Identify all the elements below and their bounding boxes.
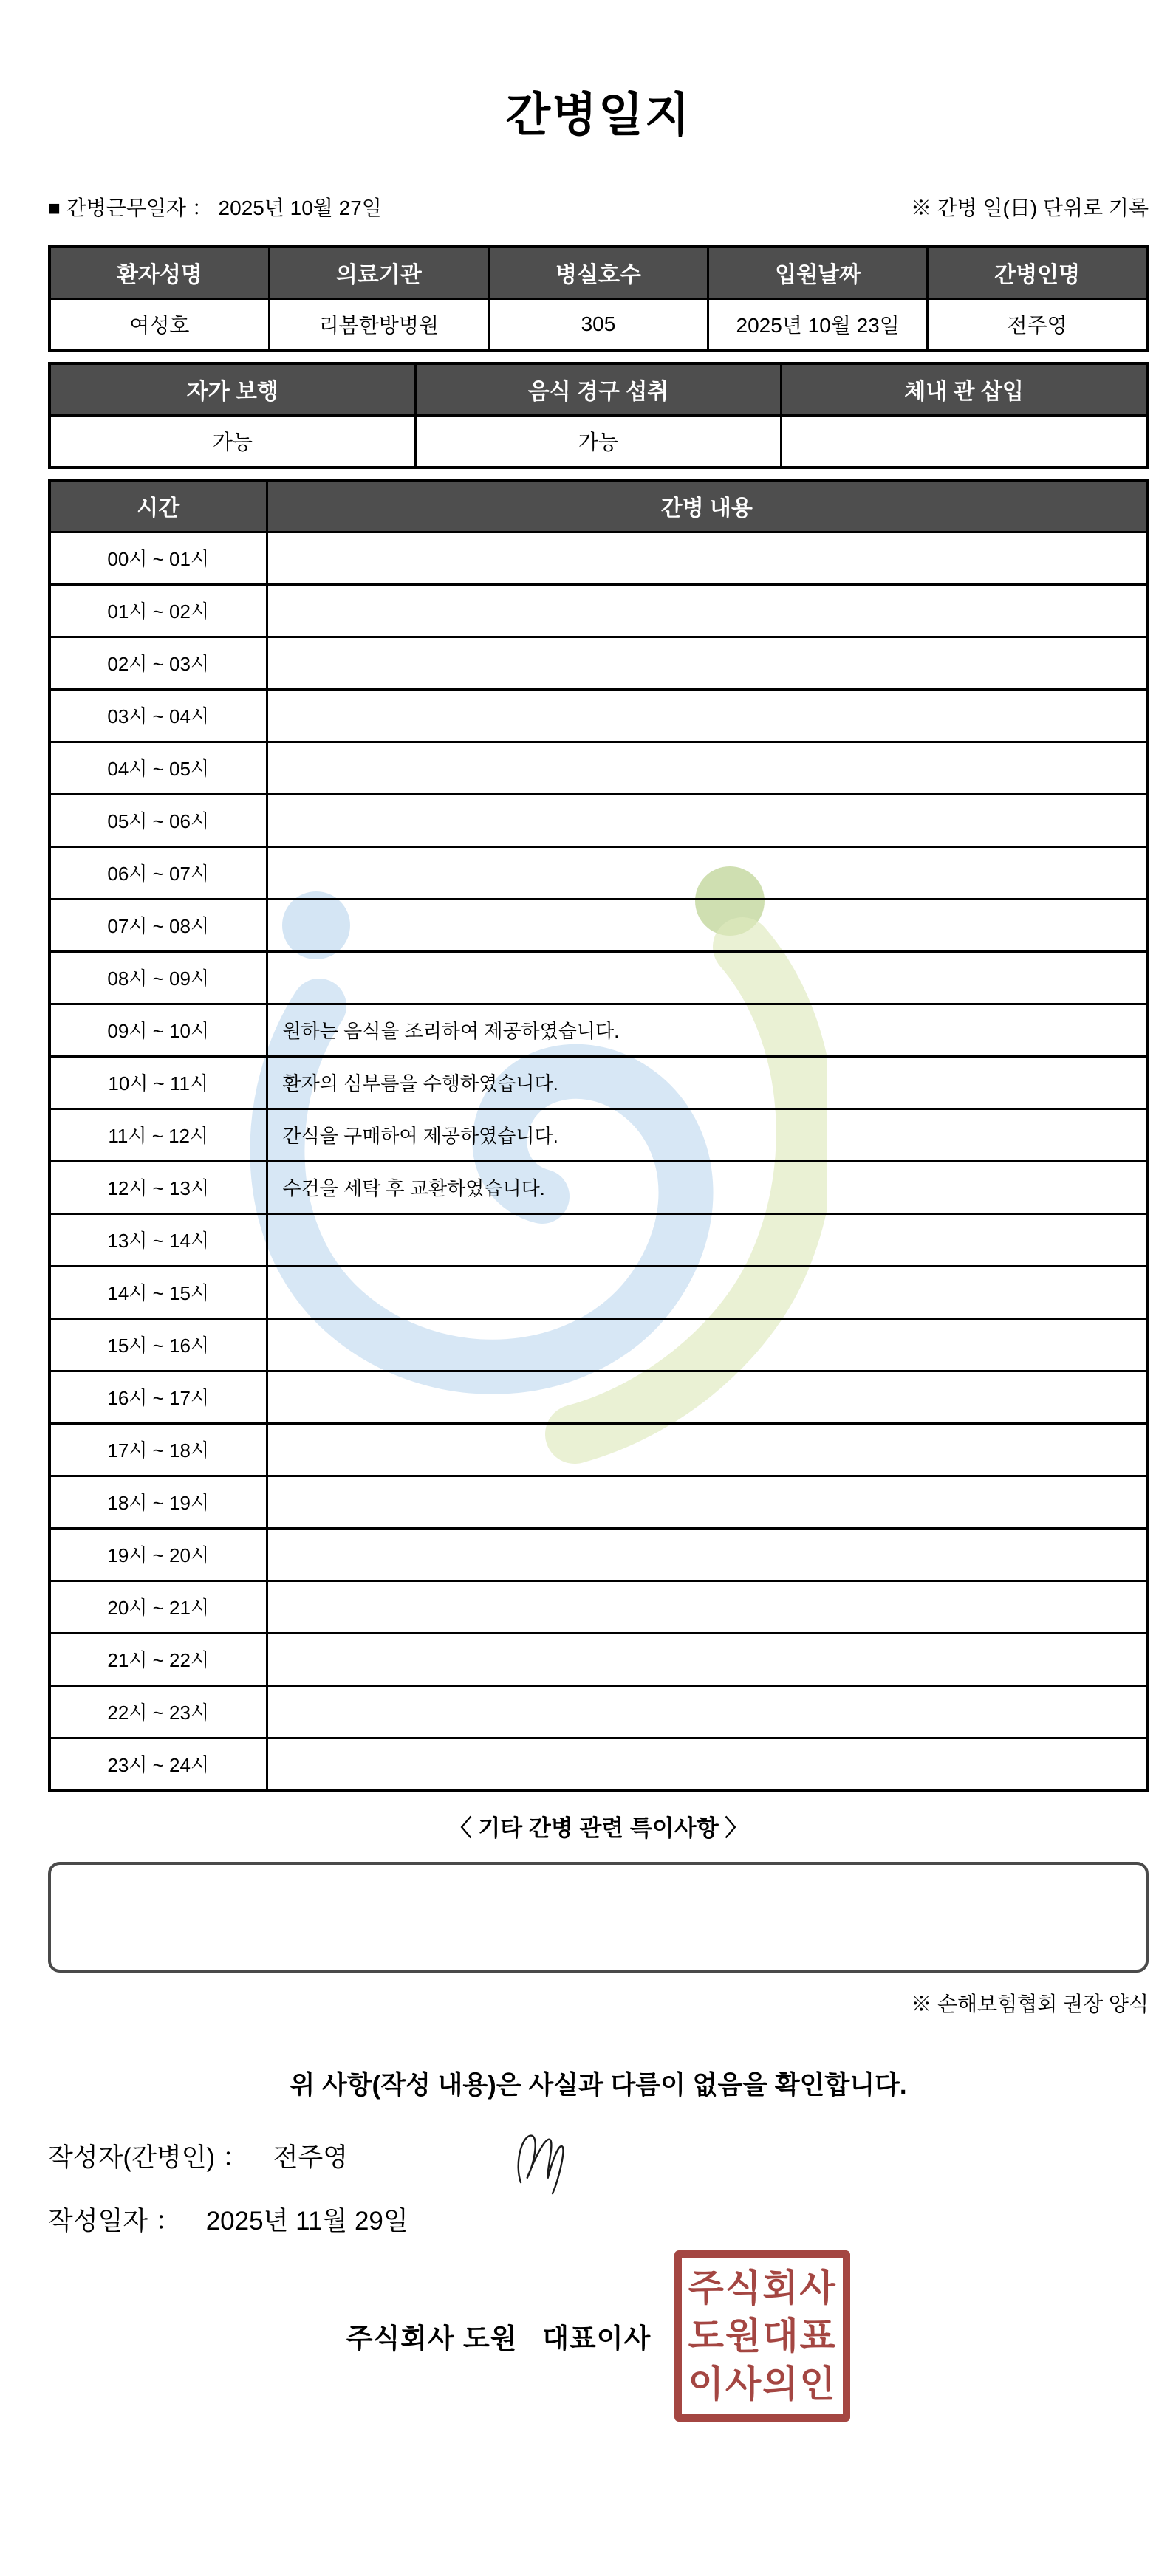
care-log-time-cell: 14시 ~ 15시 <box>49 1266 267 1318</box>
care-log-time-cell: 21시 ~ 22시 <box>49 1633 267 1685</box>
care-log-time-cell: 22시 ~ 23시 <box>49 1685 267 1738</box>
care-log-row <box>49 1371 1147 1423</box>
seal-row-1: 주식회사 <box>688 2267 837 2309</box>
work-date-value: 2025년 10월 27일 <box>218 196 382 219</box>
care-log-row <box>49 532 1147 584</box>
care-log-row <box>49 584 1147 637</box>
care-log-content-cell <box>267 1318 1147 1371</box>
care-log-content-cell <box>267 741 1147 794</box>
care-log-time-cell: 10시 ~ 11시 <box>49 1056 267 1109</box>
care-log-row <box>49 1423 1147 1476</box>
care-log-table <box>48 479 1149 1792</box>
care-log-time-cell: 02시 ~ 03시 <box>49 637 267 689</box>
patient-info-table <box>48 245 1149 352</box>
header-oral-intake: 음식 경구 섭취 <box>415 363 781 415</box>
value-caregiver-name: 전주영 <box>928 298 1147 351</box>
condition-header-row <box>49 363 1147 415</box>
company-seal-row <box>48 2250 1149 2422</box>
care-log-row <box>49 1213 1147 1266</box>
confirmation-statement: 위 사항(작성 내용)은 사실과 다름이 없음을 확인합니다. <box>290 2071 907 2100</box>
care-log-row <box>49 1685 1147 1738</box>
care-log-time-cell: 17시 ~ 18시 <box>49 1423 267 1476</box>
care-log-time-cell: 09시 ~ 10시 <box>49 1004 267 1056</box>
value-oral-intake: 가능 <box>415 415 781 467</box>
handwritten-signature <box>511 2124 574 2200</box>
care-log-content-cell: 원하는 음식을 조리하여 제공하였습니다. <box>267 1004 1147 1056</box>
care-log-content-cell <box>267 532 1147 584</box>
care-log-time-cell: 12시 ~ 13시 <box>49 1161 267 1213</box>
care-log-row <box>49 637 1147 689</box>
care-log-time-cell: 15시 ~ 16시 <box>49 1318 267 1371</box>
care-log-time-cell: 11시 ~ 12시 <box>49 1109 267 1161</box>
recommended-form-note: ※ 손해보험협회 권장 양식 <box>911 1993 1149 2015</box>
care-log-content-cell <box>267 794 1147 846</box>
seal-row-3: 이사의인 <box>688 2363 837 2405</box>
header-self-walking: 자가 보행 <box>49 363 415 415</box>
care-log-time-header: 시간 <box>49 480 267 532</box>
care-log-content-cell <box>267 899 1147 951</box>
work-date-label: ■ 간병근무일자 ： <box>48 196 213 219</box>
care-log-time-cell: 07시 ~ 08시 <box>49 899 267 951</box>
care-log-time-cell: 06시 ~ 07시 <box>49 846 267 899</box>
care-log-row <box>49 1528 1147 1580</box>
care-log-content-cell <box>267 1685 1147 1738</box>
header-medical-institution: 의료기관 <box>269 247 488 298</box>
company-name-line: 주식회사 도원 대표이사 <box>346 2323 652 2354</box>
value-admission-date: 2025년 10월 23일 <box>708 298 928 351</box>
header-patient-name: 환자성명 <box>49 247 269 298</box>
care-log-content-header: 간병 내용 <box>267 480 1147 532</box>
writer-label: 작성자(간병인) ： <box>48 2143 248 2172</box>
page-title: 간병일지 <box>505 89 691 141</box>
header-caregiver-name: 간병인명 <box>928 247 1147 298</box>
care-log-content-cell <box>267 1371 1147 1423</box>
care-log-row <box>49 1580 1147 1633</box>
care-log-time-cell: 18시 ~ 19시 <box>49 1476 267 1528</box>
value-internal-tube <box>782 415 1147 467</box>
care-log-content-cell <box>267 637 1147 689</box>
care-log-row <box>49 951 1147 1004</box>
care-log-content-cell <box>267 951 1147 1004</box>
care-log-time-cell: 04시 ~ 05시 <box>49 741 267 794</box>
care-log-content-cell <box>267 1213 1147 1266</box>
care-log-content-cell <box>267 1738 1147 1790</box>
care-log-row <box>49 689 1147 741</box>
care-log-time-cell: 01시 ~ 02시 <box>49 584 267 637</box>
care-log-row <box>49 1161 1147 1213</box>
care-log-row <box>49 1476 1147 1528</box>
written-date-line <box>48 2206 1149 2237</box>
value-medical-institution: 리봄한방병원 <box>269 298 488 351</box>
header-room-number: 병실호수 <box>488 247 708 298</box>
record-unit-note: ※ 간병 일(日) 단위로 기록 <box>910 196 1149 219</box>
writer-name: 전주영 <box>273 2143 349 2172</box>
care-log-row <box>49 1633 1147 1685</box>
care-log-time-cell: 08시 ~ 09시 <box>49 951 267 1004</box>
value-patient-name: 여성호 <box>49 298 269 351</box>
care-log-row <box>49 899 1147 951</box>
patient-info-header-row <box>49 247 1147 298</box>
value-room-number: 305 <box>488 298 708 351</box>
care-log-time-cell: 23시 ~ 24시 <box>49 1738 267 1790</box>
special-notes-heading: 〈 기타 간병 관련 특이사항 〉 <box>448 1815 748 1841</box>
care-log-header-row <box>49 480 1147 532</box>
care-log-time-cell: 00시 ~ 01시 <box>49 532 267 584</box>
condition-value-row <box>49 415 1147 467</box>
care-log-content-cell <box>267 689 1147 741</box>
care-log-row <box>49 1004 1147 1056</box>
care-log-row <box>49 846 1147 899</box>
care-log-row <box>49 1266 1147 1318</box>
care-log-time-cell: 03시 ~ 04시 <box>49 689 267 741</box>
care-log-content-cell <box>267 1476 1147 1528</box>
care-log-row <box>49 794 1147 846</box>
care-log-row <box>49 1109 1147 1161</box>
patient-condition-table <box>48 362 1149 469</box>
written-date-value: 2025년 11월 29일 <box>205 2207 408 2236</box>
care-log-content-cell: 환자의 심부름을 수행하였습니다. <box>267 1056 1147 1109</box>
care-log-content-cell <box>267 1266 1147 1318</box>
care-log-time-cell: 19시 ~ 20시 <box>49 1528 267 1580</box>
care-log-row <box>49 1738 1147 1790</box>
header-admission-date: 입원날짜 <box>708 247 928 298</box>
care-log-row <box>49 1318 1147 1371</box>
care-log-content-cell: 수건을 세탁 후 교환하였습니다. <box>267 1161 1147 1213</box>
care-log-time-cell: 05시 ~ 06시 <box>49 794 267 846</box>
special-notes-box <box>48 1862 1149 1973</box>
seal-row-2: 도원대표 <box>688 2315 837 2357</box>
written-date-label: 작성일자 ： <box>48 2207 181 2236</box>
care-log-content-cell <box>267 584 1147 637</box>
work-date-line <box>48 192 382 222</box>
care-log-content-cell <box>267 1580 1147 1633</box>
corporate-seal-stamp <box>674 2250 850 2422</box>
care-log-time-cell: 20시 ~ 21시 <box>49 1580 267 1633</box>
header-internal-tube: 체내 관 삽입 <box>782 363 1147 415</box>
value-self-walking: 가능 <box>49 415 415 467</box>
care-log-row <box>49 741 1147 794</box>
care-log-content-cell <box>267 1423 1147 1476</box>
care-log-content-cell <box>267 846 1147 899</box>
care-log-content-cell <box>267 1633 1147 1685</box>
care-log-content-cell <box>267 1528 1147 1580</box>
writer-line <box>48 2142 1149 2174</box>
care-log-time-cell: 13시 ~ 14시 <box>49 1213 267 1266</box>
care-log-time-cell: 16시 ~ 17시 <box>49 1371 267 1423</box>
patient-info-value-row <box>49 298 1147 351</box>
care-log-row <box>49 1056 1147 1109</box>
meta-row <box>48 192 1149 222</box>
care-log-content-cell: 간식을 구매하여 제공하였습니다. <box>267 1109 1147 1161</box>
